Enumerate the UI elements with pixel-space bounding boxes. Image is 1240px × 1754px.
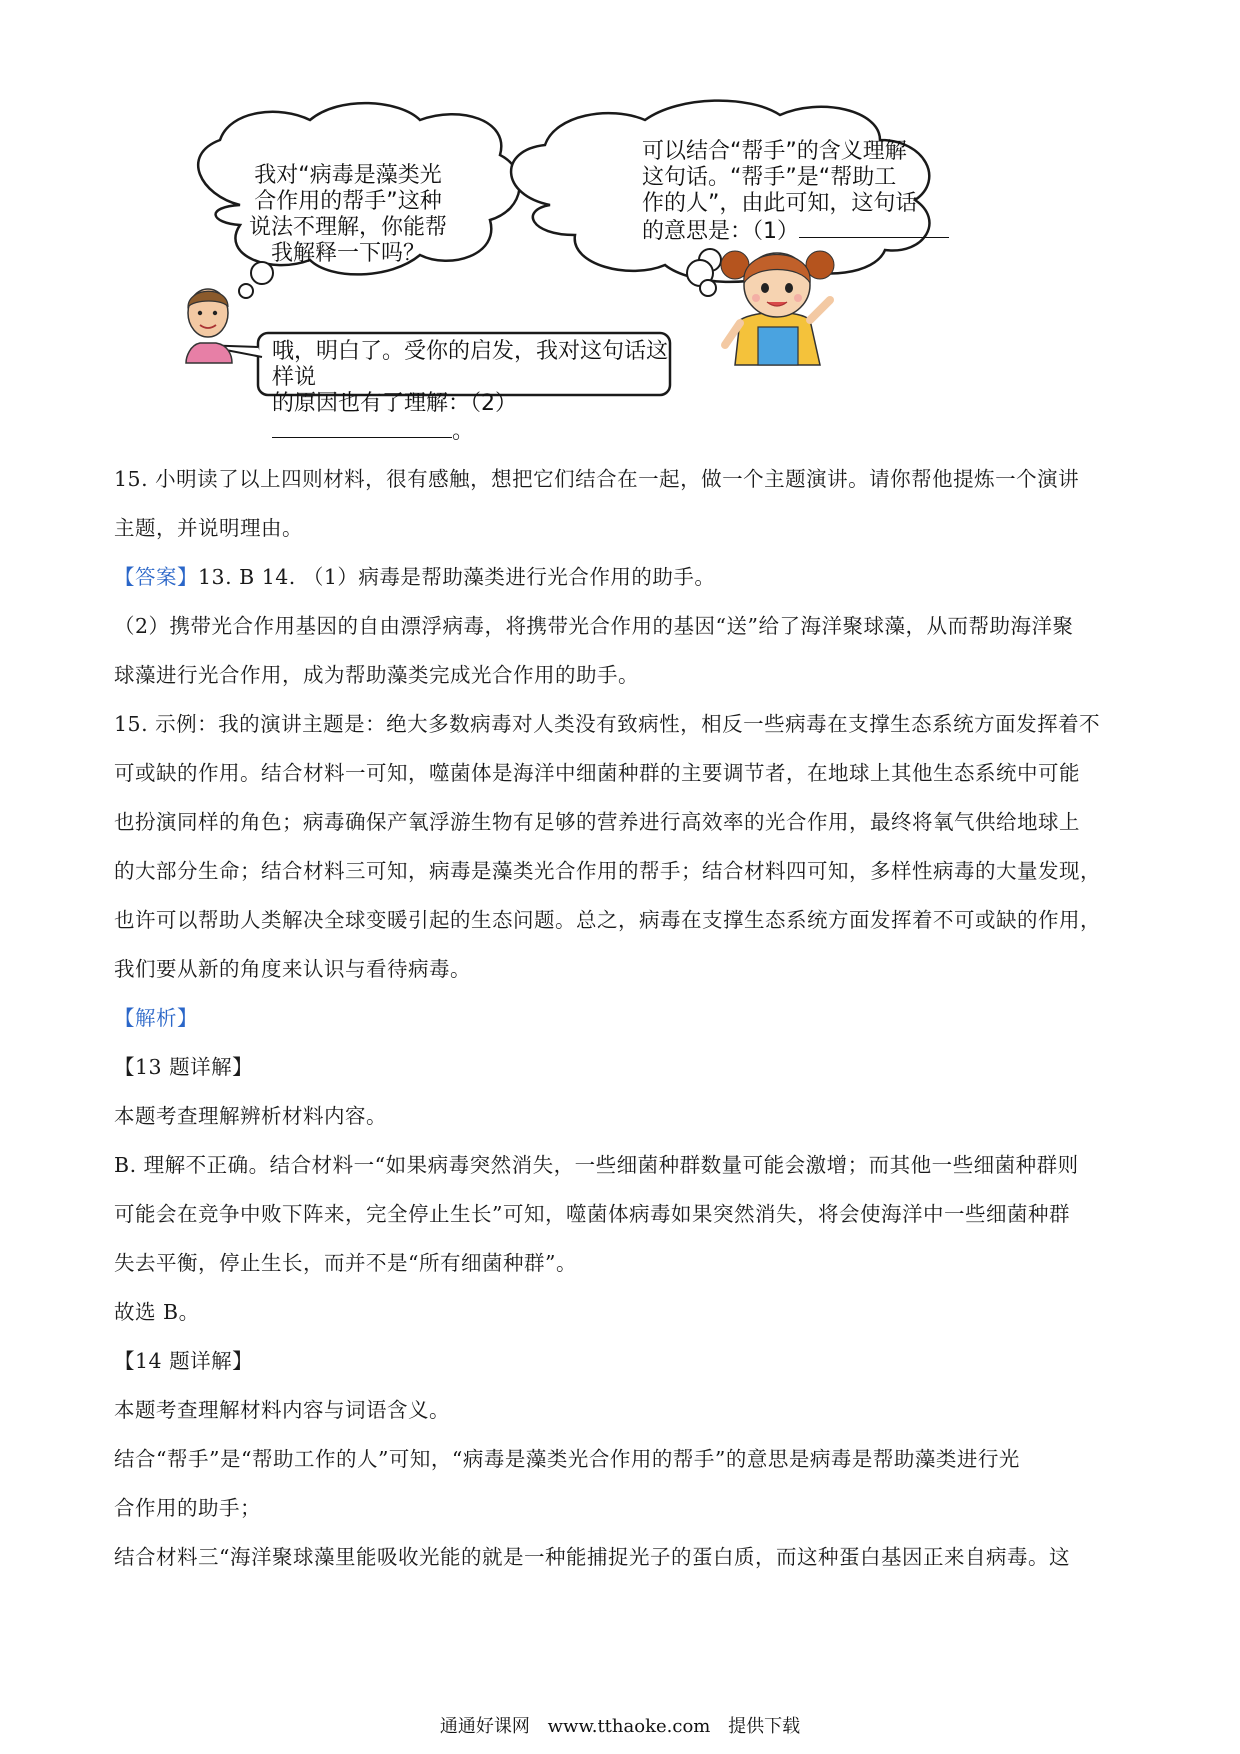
analysis-line: 本题考查理解辨析材料内容。 xyxy=(114,1104,387,1128)
reply-box-text xyxy=(272,339,672,445)
answer-line xyxy=(114,553,1134,602)
left-bubble-line: 我对“病毒是藻类光 xyxy=(254,163,442,188)
left-bubble-text xyxy=(228,163,468,267)
right-bubble-text xyxy=(642,139,962,245)
answer-blank-1 xyxy=(799,217,949,238)
analysis-line: 结合材料三“海洋聚球藻里能吸收光能的就是一种能捕捉光子的蛋白质，而这种蛋白基因正来自病毒。这 xyxy=(114,1545,1070,1569)
footer-suffix: 提供下载 xyxy=(728,1716,801,1737)
analysis-line: 【13 题详解】 xyxy=(114,1055,254,1079)
answer-line: 15. 示例：我的演讲主题是：绝大多数病毒对人类没有致病性，相反一些病毒在支撑生态系统方面发挥着不 xyxy=(114,712,1101,736)
analysis-line: 本题考查理解材料内容与词语含义。 xyxy=(114,1398,450,1422)
left-bubble-line: 我解释一下吗？ xyxy=(270,241,425,266)
analysis-line: 失去平衡，停止生长，而并不是“所有细菌种群”。 xyxy=(114,1251,577,1275)
footer-site-name: 通通好课网 xyxy=(439,1716,530,1737)
answer-line: 的大部分生命；结合材料三可知，病毒是藻类光合作用的帮手；结合材料四可知，多样性病毒的大量发现， xyxy=(114,859,1101,883)
analysis-line: 【14 题详解】 xyxy=(114,1349,254,1373)
answer-line: 也扮演同样的角色；病毒确保产氧浮游生物有足够的营养进行高效率的光合作用，最终将氧气供给地球上 xyxy=(114,810,1080,834)
right-bubble-line: 这句话。“帮手”是“帮助工 xyxy=(642,165,897,190)
answer-tag: 【答案】 xyxy=(114,565,198,589)
answer-text: 13. B 14. （1）病毒是帮助藻类进行光合作用的助手。 xyxy=(198,565,716,589)
girl-figure xyxy=(721,251,834,365)
question-15-line: 15. 小明读了以上四则材料，很有感触，想把它们结合在一起，做一个主题演讲。请你帮他提炼一个演讲 xyxy=(114,467,1080,491)
footer-url[interactable]: www.tthaoke.com xyxy=(547,1716,711,1737)
right-bubble-line: 作的人”，由此可知，这句话 xyxy=(642,191,918,216)
reply-line: 的原因也有了理解：（2） xyxy=(272,391,517,416)
analysis-line: 故选 B。 xyxy=(114,1300,200,1324)
dialogue-illustration xyxy=(180,95,1080,444)
analysis-line: B. 理解不正确。结合材料一“如果病毒突然消失，一些细菌种群数量可能会激增；而其他一些细菌种群则 xyxy=(114,1153,1079,1177)
answer-blank-2 xyxy=(272,417,452,438)
analysis-line: 可能会在竞争中败下阵来，完全停止生长”可知，噬菌体病毒如果突然消失，将会使海洋中一些细菌种群 xyxy=(114,1202,1070,1226)
boy-figure xyxy=(186,289,232,363)
question-15-line: 主题，并说明理由。 xyxy=(114,516,303,540)
document-body xyxy=(114,455,1134,1582)
analysis-tag: 【解析】 xyxy=(114,1006,198,1030)
answer-line: 可或缺的作用。结合材料一可知，噬菌体是海洋中细菌种群的主要调节者，在地球上其他生态系统中可能 xyxy=(114,761,1080,785)
answer-line: （2）携带光合作用基因的自由漂浮病毒，将携带光合作用的基因“送”给了海洋聚球藻，从而帮助海洋聚 xyxy=(114,614,1074,638)
left-bubble-line: 说法不理解，你能帮 xyxy=(248,215,447,240)
analysis-line: 合作用的助手； xyxy=(114,1496,261,1520)
answer-line: 球藻进行光合作用，成为帮助藻类完成光合作用的助手。 xyxy=(114,663,639,687)
page-footer xyxy=(0,1712,1240,1738)
answer-line: 也许可以帮助人类解决全球变暖引起的生态问题。总之，病毒在支撑生态系统方面发挥着不可或缺的作用， xyxy=(114,908,1101,932)
reply-line-end: 。 xyxy=(452,419,475,444)
right-bubble-line: 可以结合“帮手”的含义理解 xyxy=(642,139,907,164)
answer-line: 我们要从新的角度来认识与看待病毒。 xyxy=(114,957,471,981)
right-thought-dot-3 xyxy=(700,280,716,296)
right-bubble-line: 的意思是：（1） xyxy=(642,219,799,244)
analysis-line: 结合“帮手”是“帮助工作的人”可知，“病毒是藻类光合作用的帮手”的意思是病毒是帮助藻类进行光 xyxy=(114,1447,1020,1471)
reply-line: 哦，明白了。受你的启发，我对这句话这样说 xyxy=(272,339,669,390)
left-thought-dot-2 xyxy=(239,284,253,298)
left-bubble-line: 合作用的帮手”这种 xyxy=(254,189,442,214)
